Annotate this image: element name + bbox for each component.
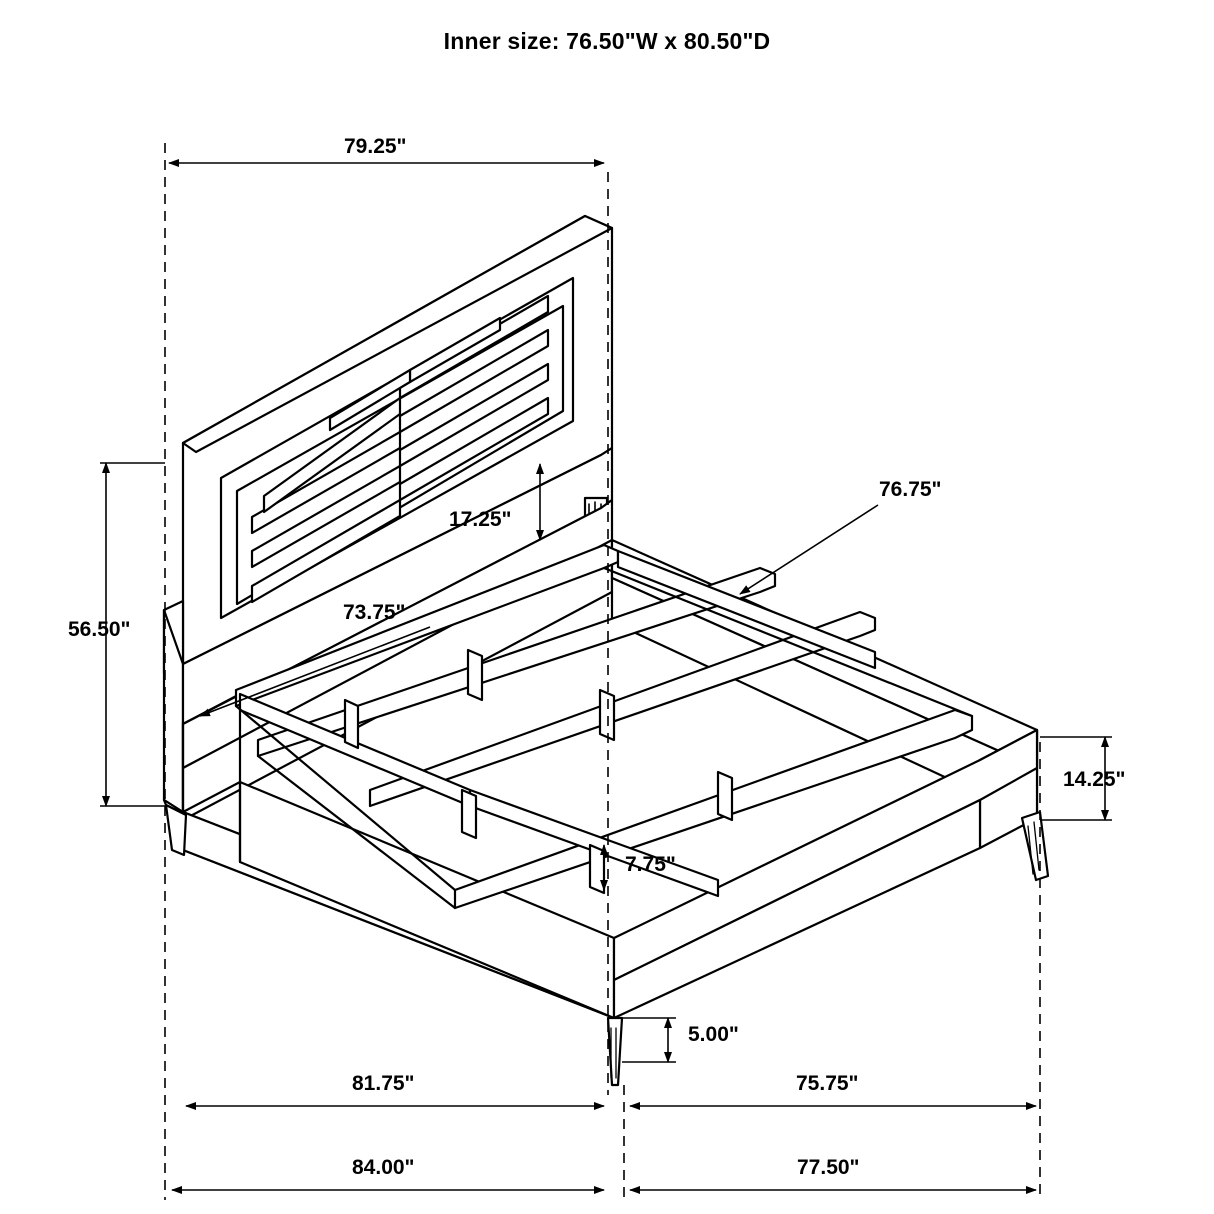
dim-label-overall-77-50: 77.50": [797, 1156, 860, 1179]
dim-label-railheight-14-25: 14.25": [1063, 768, 1126, 791]
dim-label-support-7-75: 7.75": [625, 853, 676, 876]
dim-label-height-56-50: 56.50": [68, 618, 131, 641]
dim-label-overall-84-00: 84.00": [352, 1156, 415, 1179]
page-title: Inner size: 76.50"W x 80.50"D: [443, 28, 771, 54]
dim-label-panel-17-25: 17.25": [449, 508, 512, 531]
dim-label-front-81-75: 81.75": [352, 1072, 415, 1095]
dim-label-slat-76-75: 76.75": [879, 478, 942, 501]
dim-label-front-75-75: 75.75": [796, 1072, 859, 1095]
leader-76-75: [740, 505, 878, 594]
bed-illustration: [164, 216, 1048, 1085]
dim-label-leg-5-00: 5.00": [688, 1023, 739, 1046]
dim-label-rail-73-75: 73.75": [343, 601, 406, 624]
dim-label-width-79-25: 79.25": [344, 135, 407, 158]
